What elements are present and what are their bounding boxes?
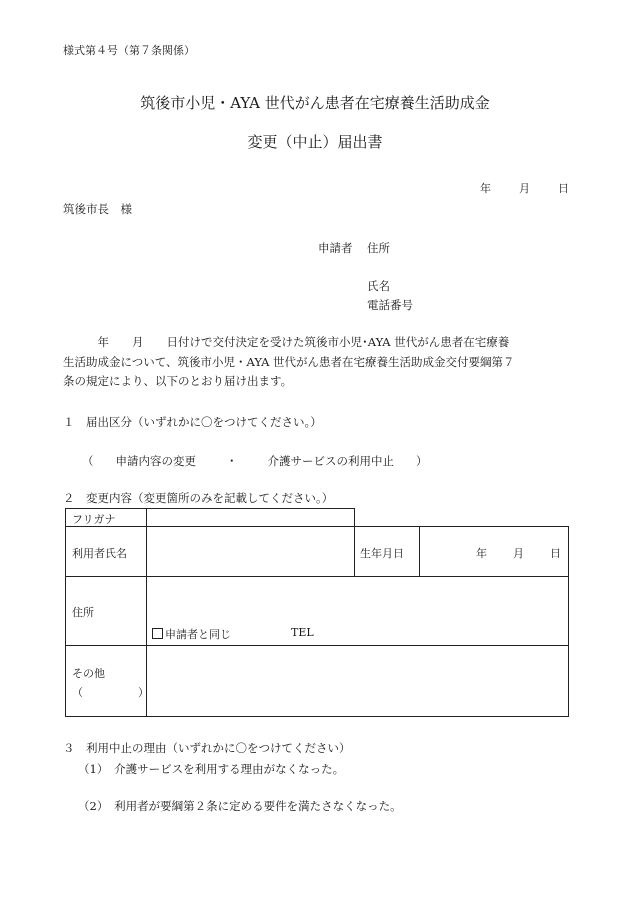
address-label: 住所 (72, 606, 94, 619)
tel-label: TEL (291, 626, 314, 639)
other-input[interactable] (150, 650, 564, 712)
submission-date (480, 180, 569, 196)
reason-no-need[interactable]: （1） 介護サービスを利用する理由がなくなった。 (78, 762, 345, 776)
body-line-3: 条の規定により、以下のとおり届け出ます。 (63, 374, 293, 388)
options-open-paren: （ (82, 454, 94, 468)
applicant-name-label: 氏名 (367, 279, 390, 293)
furigana-input[interactable] (150, 509, 350, 525)
other-paren: （ ） (72, 686, 149, 699)
body-line-1: 年 月 日付けで交付決定を受けた筑後市小児･AYA 世代がん患者在宅療養 (63, 335, 510, 349)
body-line-2: 生活助成金について、筑後市小児・AYA 世代がん患者在宅療養生活助成金交付要綱第７ (63, 354, 515, 369)
body-paragraph (63, 333, 573, 392)
applicant-label: 申請者 (318, 241, 353, 255)
user-name-label: 利用者氏名 (72, 547, 127, 560)
same-as-applicant-option[interactable] (152, 626, 231, 642)
form-number: 様式第４号（第７条関係） (63, 44, 195, 57)
addressee: 筑後市長 様 (63, 202, 132, 216)
section-2-heading: ２ 変更内容（変更箇所のみを記載してください。） (63, 491, 334, 505)
birthdate-divider-left (354, 526, 355, 576)
applicant-address-label: 住所 (367, 241, 390, 255)
section-1-heading: １ 届出区分（いずれかに〇をつけてください。） (63, 415, 322, 429)
options-separator: ・ (226, 454, 238, 468)
option-stop-care-service[interactable]: 介護サービスの利用中止 (267, 454, 394, 468)
row-divider-1 (65, 576, 569, 577)
birth-year-label: 年 (476, 547, 487, 560)
reason-requirements-unmet[interactable]: （2） 利用者が要綱第２条に定める要件を満たさなくなった。 (78, 799, 402, 813)
section-3-heading: ３ 利用中止の理由（いずれかに〇をつけてください） (63, 741, 351, 755)
same-as-applicant-checkbox[interactable] (152, 628, 163, 639)
date-month-label: 月 (519, 182, 530, 195)
same-as-applicant-label: 申請者と同じ (165, 628, 231, 641)
date-day-label: 日 (558, 182, 569, 195)
document-subtitle: 変更（中止）届出書 (247, 133, 383, 151)
furigana-label: フリガナ (72, 513, 116, 526)
row-divider-2 (65, 645, 569, 646)
date-year-label: 年 (480, 182, 491, 195)
notification-type-options (82, 453, 428, 469)
birth-day-label: 日 (550, 547, 561, 560)
birth-month-label: 月 (513, 547, 524, 560)
document-title: 筑後市小児・AYA 世代がん患者在宅療養生活助成金 (140, 94, 490, 112)
birthdate-label: 生年月日 (360, 547, 404, 560)
birthdate-divider-right (419, 526, 420, 576)
option-change-content[interactable]: 申請内容の変更 (115, 454, 196, 468)
options-close-paren: ） (416, 454, 428, 468)
furigana-divider (146, 508, 147, 527)
other-label: その他 (72, 667, 105, 680)
applicant-phone-label: 電話番号 (367, 298, 413, 312)
user-name-input[interactable] (150, 530, 350, 572)
